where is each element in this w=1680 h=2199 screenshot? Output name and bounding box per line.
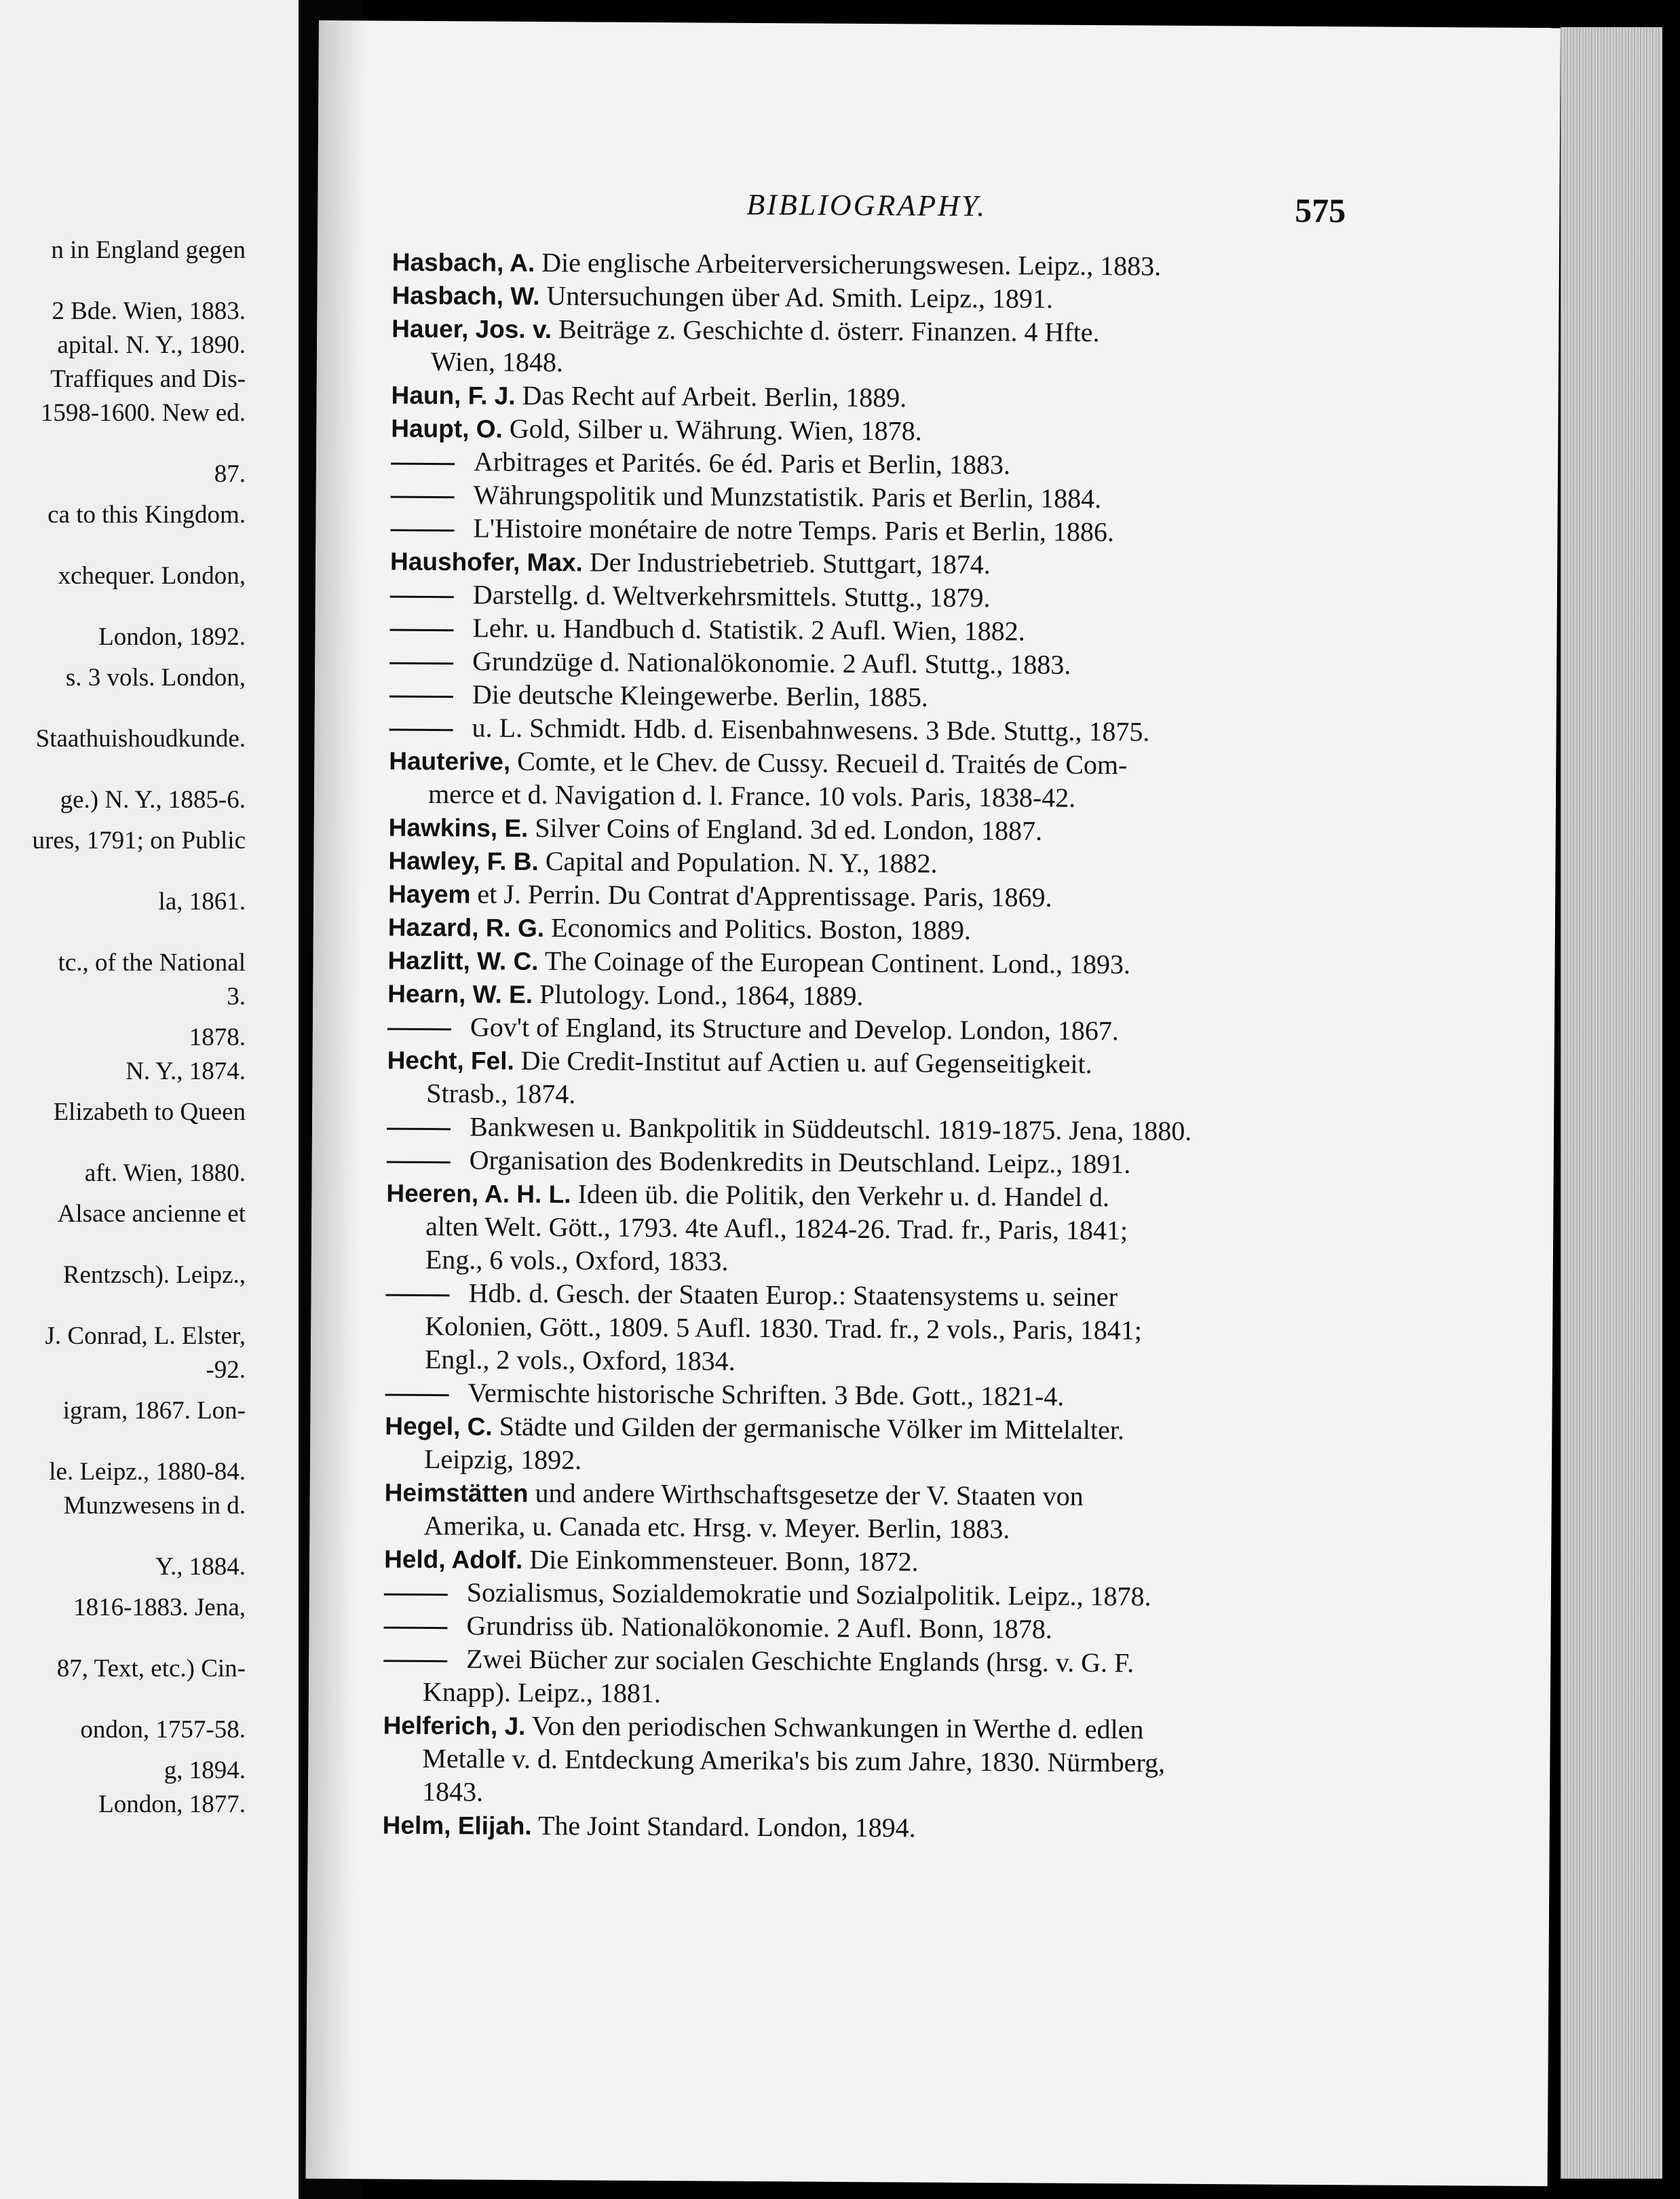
bib-entry-same-author: [383, 1609, 1320, 1647]
facing-page-line: Alsace ancienne et: [57, 1200, 246, 1228]
bib-text: et J. Perrin. Du Contrat d'Apprentissage. Paris, 1869.: [477, 878, 1052, 913]
bib-text: Grundriss üb. Nationalökonomie. 2 Aufl. Bonn, 1878.: [466, 1610, 1052, 1644]
bib-author: Heimstätten: [384, 1478, 529, 1507]
bib-text: Engl., 2 vols., Oxford, 1834.: [424, 1343, 736, 1376]
bib-text: L'Histoire monétaire de notre Temps. Paris et Berlin, 1886.: [473, 512, 1115, 548]
bib-text: Grundzüge d. Nationalökonomie. 2 Aufl. Stuttg., 1883.: [472, 645, 1071, 680]
bib-entry: [389, 810, 1325, 849]
bib-text: merce et d. Navigation d. l. France. 10 vols. Paris, 1838-42.: [427, 778, 1076, 813]
bib-author: Hawkins, E.: [388, 813, 529, 842]
bibliography-page: [306, 20, 1561, 2186]
bib-text: Lehr. u. Handbuch d. Statistik. 2 Aufl. Wien, 1882.: [472, 612, 1025, 647]
ditto-dash: [391, 496, 455, 499]
facing-page-line: g, 1894.: [164, 1756, 246, 1784]
page-number: 575: [1295, 191, 1346, 230]
bib-author: Hayem: [388, 880, 471, 909]
facing-page-line: xchequer. London,: [58, 562, 246, 590]
bib-entry: [388, 844, 1324, 882]
bib-entry: [385, 1409, 1321, 1448]
ditto-dash: [387, 1161, 451, 1164]
bib-entry-same-author: [385, 1376, 1322, 1414]
bib-text: Silver Coins of England. 3d ed. London, 1887.: [535, 812, 1043, 846]
bib-entry-same-author: [389, 677, 1326, 716]
bib-entry-same-author: [389, 644, 1326, 683]
bib-entry: [384, 1542, 1320, 1581]
facing-page-line: n in England gegen: [51, 236, 246, 264]
bib-text: u. L. Schmidt. Hdb. d. Eisenbahnwesens. 3 Bde. Stuttg., 1875.: [472, 712, 1150, 747]
facing-page-line: 3.: [227, 983, 246, 1011]
bib-text: Darstellg. d. Weltverkehrsmittels. Stuttg., 1879.: [472, 579, 991, 614]
facing-page-line: aft. Wien, 1880.: [84, 1159, 246, 1187]
bib-entry-same-author: [389, 611, 1326, 650]
ditto-dash: [387, 1028, 451, 1031]
ditto-dash: [387, 1128, 451, 1131]
bib-text: und andere Wirthschaftsgesetze der V. Staaten von: [535, 1477, 1084, 1511]
page-edges: [1561, 27, 1662, 2179]
bib-text: Arbitrages et Parités. 6e éd. Paris et Berlin, 1883.: [473, 446, 1011, 481]
ditto-dash: [390, 529, 454, 532]
bib-text: Das Recht auf Arbeit. Berlin, 1889.: [522, 379, 907, 413]
facing-page-line: J. Conrad, L. Elster,: [45, 1322, 246, 1350]
bib-entry-continuation: [383, 1742, 1319, 1780]
facing-page-line: ca to this Kingdom.: [47, 501, 246, 529]
facing-page-line: 1878.: [189, 1023, 246, 1051]
bib-entry: [383, 1708, 1320, 1747]
bib-entry-same-author: [390, 511, 1326, 550]
bib-entry: [387, 943, 1324, 982]
bib-text: Die englische Arbeiterversicherungswesen. Leipz., 1883.: [541, 247, 1162, 282]
bib-author: Hecht, Fel.: [387, 1046, 514, 1075]
bib-text: Economics and Politics. Boston, 1889.: [550, 912, 972, 945]
bib-author: Helm, Elijah.: [382, 1811, 532, 1840]
bib-entry-same-author: [387, 1010, 1324, 1049]
bib-text: The Coinage of the European Continent. Lond., 1893.: [544, 945, 1131, 980]
bib-author: Haun, F. J.: [391, 381, 516, 410]
bib-entry: [386, 1176, 1322, 1215]
bib-entry-same-author: [387, 1110, 1323, 1148]
bib-entry: [387, 1043, 1323, 1082]
bib-text: Knapp). Leipz., 1881.: [422, 1676, 662, 1709]
bib-entry-same-author: [391, 445, 1327, 483]
facing-page-line: N. Y., 1874.: [126, 1057, 246, 1085]
facing-page-line: tc., of the National: [58, 949, 246, 977]
ditto-dash: [390, 596, 454, 599]
bib-entry-same-author: [391, 478, 1327, 516]
facing-page-line: London, 1892.: [98, 623, 246, 651]
facing-page-line: Y., 1884.: [155, 1553, 246, 1581]
bib-text: Städte und Gilden der germanische Völker im Mittelalter.: [499, 1410, 1125, 1446]
facing-page-line: 2 Bde. Wien, 1883.: [52, 297, 246, 325]
page-header: [318, 176, 1559, 231]
bib-text: Plutology. Lond., 1864, 1889.: [539, 979, 864, 1011]
bib-entry-same-author: [383, 1642, 1320, 1680]
facing-page-line: Elizabeth to Queen: [53, 1098, 246, 1126]
bib-text: Eng., 6 vols., Oxford, 1833.: [425, 1243, 729, 1277]
facing-page-line: Staathuishoudkunde.: [35, 725, 246, 753]
bib-entry-continuation: [386, 1209, 1322, 1248]
bib-author: Hasbach, A.: [392, 248, 535, 277]
bib-entry-same-author: [385, 1276, 1322, 1315]
bib-entry: [388, 910, 1324, 949]
bib-entry-continuation: [385, 1309, 1322, 1348]
bib-entry: [392, 312, 1328, 350]
facing-page-line: 87, Text, etc.) Cin-: [56, 1655, 246, 1683]
facing-page-line: Rentzsch). Leipz.,: [62, 1261, 246, 1289]
bib-text: Untersuchungen über Ad. Smith. Leipz., 1891.: [546, 280, 1054, 314]
bib-text: Strasb., 1874.: [426, 1077, 576, 1110]
facing-page-line: igram, 1867. Lon-: [62, 1397, 246, 1425]
bib-author: Haushofer, Max.: [390, 547, 584, 577]
bib-entry-continuation: [392, 345, 1328, 383]
bib-entry-same-author: [384, 1575, 1320, 1614]
facing-page-line: 1816-1883. Jena,: [73, 1594, 246, 1621]
facing-page-line: -92.: [206, 1356, 246, 1384]
bib-author: Helferich, J.: [383, 1711, 526, 1740]
bib-entry-continuation: [384, 1509, 1320, 1547]
bib-author: Hauer, Jos. v.: [392, 314, 552, 344]
bib-entry-continuation: [385, 1442, 1321, 1481]
bib-author: Hazard, R. G.: [387, 913, 545, 943]
running-title: BIBLIOGRAPHY.: [746, 187, 987, 223]
facing-page-line: apital. N. Y., 1890.: [57, 331, 246, 359]
facing-page-line: London, 1877.: [98, 1790, 246, 1818]
bib-text: Organisation des Bodenkredits in Deutschland. Leipz., 1891.: [469, 1144, 1131, 1180]
bib-author: Hazlitt, W. C.: [387, 946, 539, 976]
bib-entry: [392, 278, 1328, 317]
ditto-dash: [385, 1394, 449, 1397]
facing-page-line: la, 1861.: [158, 888, 246, 916]
bib-entry-continuation: [383, 1775, 1319, 1813]
bib-text: Amerika, u. Canada etc. Hrsg. v. Meyer. Berlin, 1883.: [423, 1509, 1010, 1545]
bib-author: Hasbach, W.: [392, 281, 540, 310]
bib-text: Bankwesen u. Bankpolitik in Süddeutschl. 1819-1875. Jena, 1880.: [469, 1111, 1192, 1146]
bib-text: Hdb. d. Gesch. der Staaten Europ.: Staatensystems u. seiner: [468, 1277, 1118, 1313]
bib-text: Zwei Bücher zur socialen Geschichte Englands (hrsg. v. G. F.: [466, 1643, 1134, 1678]
bib-entry-continuation: [387, 1076, 1323, 1115]
ditto-dash: [389, 662, 453, 665]
bib-entry: [388, 877, 1324, 916]
ditto-dash: [390, 629, 454, 632]
bib-entry-continuation: [389, 777, 1325, 816]
bib-entry: [391, 378, 1327, 417]
ditto-dash: [389, 729, 453, 732]
bib-entry-continuation: [383, 1675, 1320, 1714]
bib-author: Hearn, W. E.: [387, 979, 533, 1009]
bib-text: Vermischte historische Schriften. 3 Bde. Gott., 1821-4.: [467, 1377, 1065, 1412]
bib-entry: [391, 411, 1327, 450]
bib-entry: [387, 977, 1324, 1015]
facing-page-fragment: [0, 0, 299, 2199]
bib-entry-continuation: [385, 1342, 1322, 1381]
bib-author: Hauterive,: [389, 747, 511, 776]
bib-text: Wien, 1848.: [430, 346, 564, 378]
bib-text: alten Welt. Gött., 1793. 4te Aufl., 1824-26. Trad. fr., Paris, 1841;: [425, 1210, 1128, 1246]
ditto-dash: [386, 1294, 450, 1297]
bib-text: Die deutsche Kleingewerbe. Berlin, 1885.: [472, 679, 929, 713]
bib-entry-same-author: [390, 578, 1326, 616]
facing-page-line: 1598-1600. New ed.: [40, 399, 246, 427]
facing-page-line: Munzwesens in d.: [63, 1492, 246, 1520]
bib-text: Gold, Silber u. Währung. Wien, 1878.: [509, 413, 922, 447]
bib-text: Metalle v. d. Entdeckung Amerika's bis zum Jahre, 1830. Nürmberg,: [422, 1742, 1166, 1778]
bib-text: Capital and Population. N. Y., 1882.: [545, 846, 938, 879]
bib-entry-same-author: [387, 1143, 1323, 1182]
bib-text: Der Industriebetrieb. Stuttgart, 1874.: [589, 546, 991, 580]
bib-author: Held, Adolf.: [384, 1545, 523, 1574]
bib-author: Hegel, C.: [385, 1412, 493, 1441]
ditto-dash: [391, 463, 455, 466]
bib-text: Comte, et le Chev. de Cussy. Recueil d. Traités de Com-: [517, 745, 1128, 781]
bib-text: Sozialismus, Sozialdemokratie und Sozialpolitik. Leipz., 1878.: [466, 1577, 1151, 1612]
ditto-dash: [384, 1594, 448, 1596]
bib-text: Beiträge z. Geschichte d. österr. Finanzen. 4 Hfte.: [558, 314, 1100, 348]
facing-page-line: ge.) N. Y., 1885-6.: [60, 786, 246, 814]
facing-page-line: 87.: [214, 460, 246, 488]
bib-entry: [389, 744, 1325, 783]
bib-author: Haupt, O.: [391, 414, 503, 443]
facing-page-line: ondon, 1757-58.: [80, 1716, 246, 1744]
bib-author: Hawley, F. B.: [388, 846, 539, 876]
bib-entry-continuation: [386, 1243, 1322, 1281]
facing-page-line: s. 3 vols. London,: [65, 664, 246, 692]
bib-entry: [390, 544, 1326, 583]
ditto-dash: [389, 696, 453, 698]
bib-text: Gov't of England, its Structure and Develop. London, 1867.: [470, 1011, 1120, 1047]
bib-entry-same-author: [389, 711, 1325, 749]
bib-text: Währungspolitik und Munzstatistik. Paris et Berlin, 1884.: [473, 479, 1102, 514]
bib-text: 1843.: [421, 1775, 484, 1807]
bib-author: Heeren, A. H. L.: [386, 1179, 571, 1209]
facing-page-line: le. Leipz., 1880-84.: [49, 1458, 246, 1486]
bib-text: Von den periodischen Schwankungen in Werthe d. edlen: [531, 1710, 1144, 1745]
bib-text: Die Einkommensteuer. Bonn, 1872.: [529, 1543, 919, 1577]
ditto-dash: [384, 1627, 448, 1630]
bibliography-entries: [383, 245, 1329, 1847]
bib-text: Ideen üb. die Politik, den Verkehr u. d. Handel d.: [577, 1178, 1110, 1213]
bib-entry: [385, 1476, 1321, 1514]
ditto-dash: [383, 1660, 447, 1663]
bib-text: Kolonien, Gött., 1809. 5 Aufl. 1830. Trad. fr., 2 vols., Paris, 1841;: [425, 1310, 1143, 1346]
bib-text: Leipzig, 1892.: [423, 1443, 582, 1476]
facing-page-line: Traffiques and Dis-: [50, 365, 246, 393]
bib-entry: [383, 1808, 1319, 1847]
bib-text: The Joint Standard. London, 1894.: [537, 1810, 916, 1843]
facing-page-line: ures, 1791; on Public: [32, 827, 246, 854]
bib-entry: [392, 245, 1329, 284]
bib-text: Die Credit-Institut auf Actien u. auf Gegenseitigkeit.: [520, 1045, 1092, 1079]
